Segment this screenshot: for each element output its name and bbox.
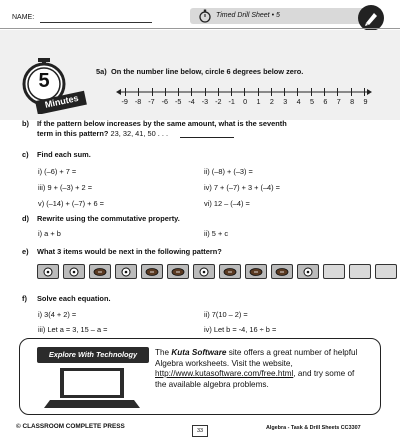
tick xyxy=(271,88,272,96)
tick-label[interactable]: -6 xyxy=(161,97,169,106)
name-line xyxy=(40,22,152,23)
tick-label[interactable]: -7 xyxy=(148,97,155,106)
tech-text-part2: site offers a great number of helpful Algebra worksheets. Visit the website, xyxy=(155,348,358,368)
timer-label: Minutes xyxy=(44,92,80,110)
question-5a-text: On the number line below, circle 6 degrees below zero. xyxy=(111,67,304,76)
tick-label[interactable]: 1 xyxy=(256,97,261,106)
tick-label[interactable]: -9 xyxy=(121,97,128,106)
explore-technology-label: Explore With Technology xyxy=(37,347,149,363)
football-icon xyxy=(141,264,163,279)
question-5f-label: f) xyxy=(22,294,27,303)
name-label: NAME: xyxy=(12,14,35,21)
answer-slot[interactable] xyxy=(323,264,345,279)
answer-line-5b[interactable] xyxy=(180,137,234,138)
tick-label[interactable]: -5 xyxy=(174,97,182,106)
tick xyxy=(205,88,206,96)
tick xyxy=(297,88,298,96)
tick xyxy=(364,88,365,96)
question-5b-text-line2: term in this pattern? xyxy=(37,129,109,138)
tick-label[interactable]: 6 xyxy=(323,97,328,106)
question-5c-label: c) xyxy=(22,150,29,159)
publisher-name: © CLASSROOM COMPLETE PRESS xyxy=(16,423,125,430)
tick xyxy=(218,88,219,96)
commutative-item: ii) 5 + c xyxy=(204,229,229,238)
football-icon xyxy=(271,264,293,279)
tick xyxy=(138,88,139,96)
tick-label[interactable]: -2 xyxy=(215,97,222,106)
equation-item: i) 3(4 + 2) = xyxy=(38,310,77,319)
soccer-ball-icon xyxy=(37,264,59,279)
timed-drill-banner xyxy=(190,8,376,24)
question-5b-text-line1: If the pattern below increases by the same amount, what is the seventh xyxy=(37,119,287,128)
banner-title: Timed Drill Sheet • 5 xyxy=(216,12,280,19)
tick xyxy=(337,88,338,96)
soccer-ball-icon xyxy=(297,264,319,279)
sum-item: iv) 7 + (–7) + 3 + (–4) = xyxy=(204,183,280,192)
tick xyxy=(311,88,312,96)
tick-label[interactable]: 0 xyxy=(243,97,248,106)
tech-text-part3: , and try some of the available algebra problems. xyxy=(155,369,355,389)
football-icon xyxy=(245,264,267,279)
sum-item: vi) 12 – (–4) = xyxy=(204,199,250,208)
tick-label[interactable]: -8 xyxy=(134,97,142,106)
timer-badge xyxy=(20,58,94,114)
tick-label[interactable]: 2 xyxy=(269,97,274,106)
soccer-ball-icon xyxy=(115,264,137,279)
question-5b-sequence: 23, 32, 41, 50 . . . xyxy=(110,129,169,138)
laptop-icon xyxy=(44,368,140,408)
sum-item: i) (–6) + 7 = xyxy=(38,167,77,176)
football-icon xyxy=(219,264,241,279)
sum-item: iii) 9 + (–3) + 2 = xyxy=(38,183,93,192)
kuta-software-link[interactable]: http://www.kutasoftware.com/free.html xyxy=(155,369,294,378)
sum-item: v) (–14) + (–7) + 6 = xyxy=(38,199,104,208)
equation-item: iii) Let a = 3, 15 – a = xyxy=(38,325,108,334)
question-5e-text: What 3 items would be next in the following pattern? xyxy=(37,247,222,256)
tick xyxy=(244,88,245,96)
tick xyxy=(231,88,232,96)
question-5f-text: Solve each equation. xyxy=(37,294,111,303)
sum-item: ii) (–8) + (–3) = xyxy=(204,167,253,176)
tick xyxy=(258,88,259,96)
tick xyxy=(324,88,325,96)
tick-label[interactable]: 8 xyxy=(350,97,355,106)
football-icon xyxy=(167,264,189,279)
tech-text-part1: The xyxy=(155,348,170,357)
pattern-row xyxy=(37,264,397,279)
equation-item: ii) 7(10 – 2) = xyxy=(204,310,248,319)
answer-slot[interactable] xyxy=(375,264,397,279)
football-icon xyxy=(89,264,111,279)
question-5d-text: Rewrite using the commutative property. xyxy=(37,214,180,223)
soccer-ball-icon xyxy=(63,264,85,279)
technology-description xyxy=(155,348,365,390)
tick-label[interactable]: 3 xyxy=(283,97,288,106)
tick xyxy=(178,88,179,96)
tick xyxy=(125,88,126,96)
equation-item: iv) Let b = -4, 16 ÷ b = xyxy=(204,325,277,334)
tick-label[interactable]: -1 xyxy=(228,97,235,106)
number-line-ticks xyxy=(125,88,365,96)
timer-number: 5 xyxy=(38,70,50,92)
question-5c-text: Find each sum. xyxy=(37,150,91,159)
question-5b-label: b) xyxy=(22,119,29,128)
tick xyxy=(165,88,166,96)
tick xyxy=(284,88,285,96)
tick-label[interactable]: 9 xyxy=(363,97,368,106)
answer-slot[interactable] xyxy=(349,264,371,279)
tick-label[interactable]: 7 xyxy=(336,97,341,106)
question-5e-label: e) xyxy=(22,247,29,256)
tick-label[interactable]: -3 xyxy=(201,97,209,106)
product-code: Algebra - Task & Drill Sheets CC3307 xyxy=(266,425,361,431)
page-number: 33 xyxy=(192,425,208,437)
number-line-labels xyxy=(118,97,372,106)
tick-label[interactable]: 5 xyxy=(309,97,314,106)
question-5d-label: d) xyxy=(22,214,29,223)
stopwatch-icon xyxy=(198,9,212,30)
tick xyxy=(351,88,352,96)
soccer-ball-icon xyxy=(193,264,215,279)
question-5a-label: 5a) xyxy=(96,67,107,76)
kuta-software-name: Kuta Software xyxy=(171,348,227,357)
tick-label[interactable]: 4 xyxy=(296,97,301,106)
question-5b-line2 xyxy=(37,129,168,138)
header-divider xyxy=(0,28,400,29)
commutative-item: i) a + b xyxy=(38,229,61,238)
tick xyxy=(191,88,192,96)
tick-label[interactable]: -4 xyxy=(188,97,195,106)
number-line xyxy=(96,84,392,108)
tick xyxy=(152,88,153,96)
